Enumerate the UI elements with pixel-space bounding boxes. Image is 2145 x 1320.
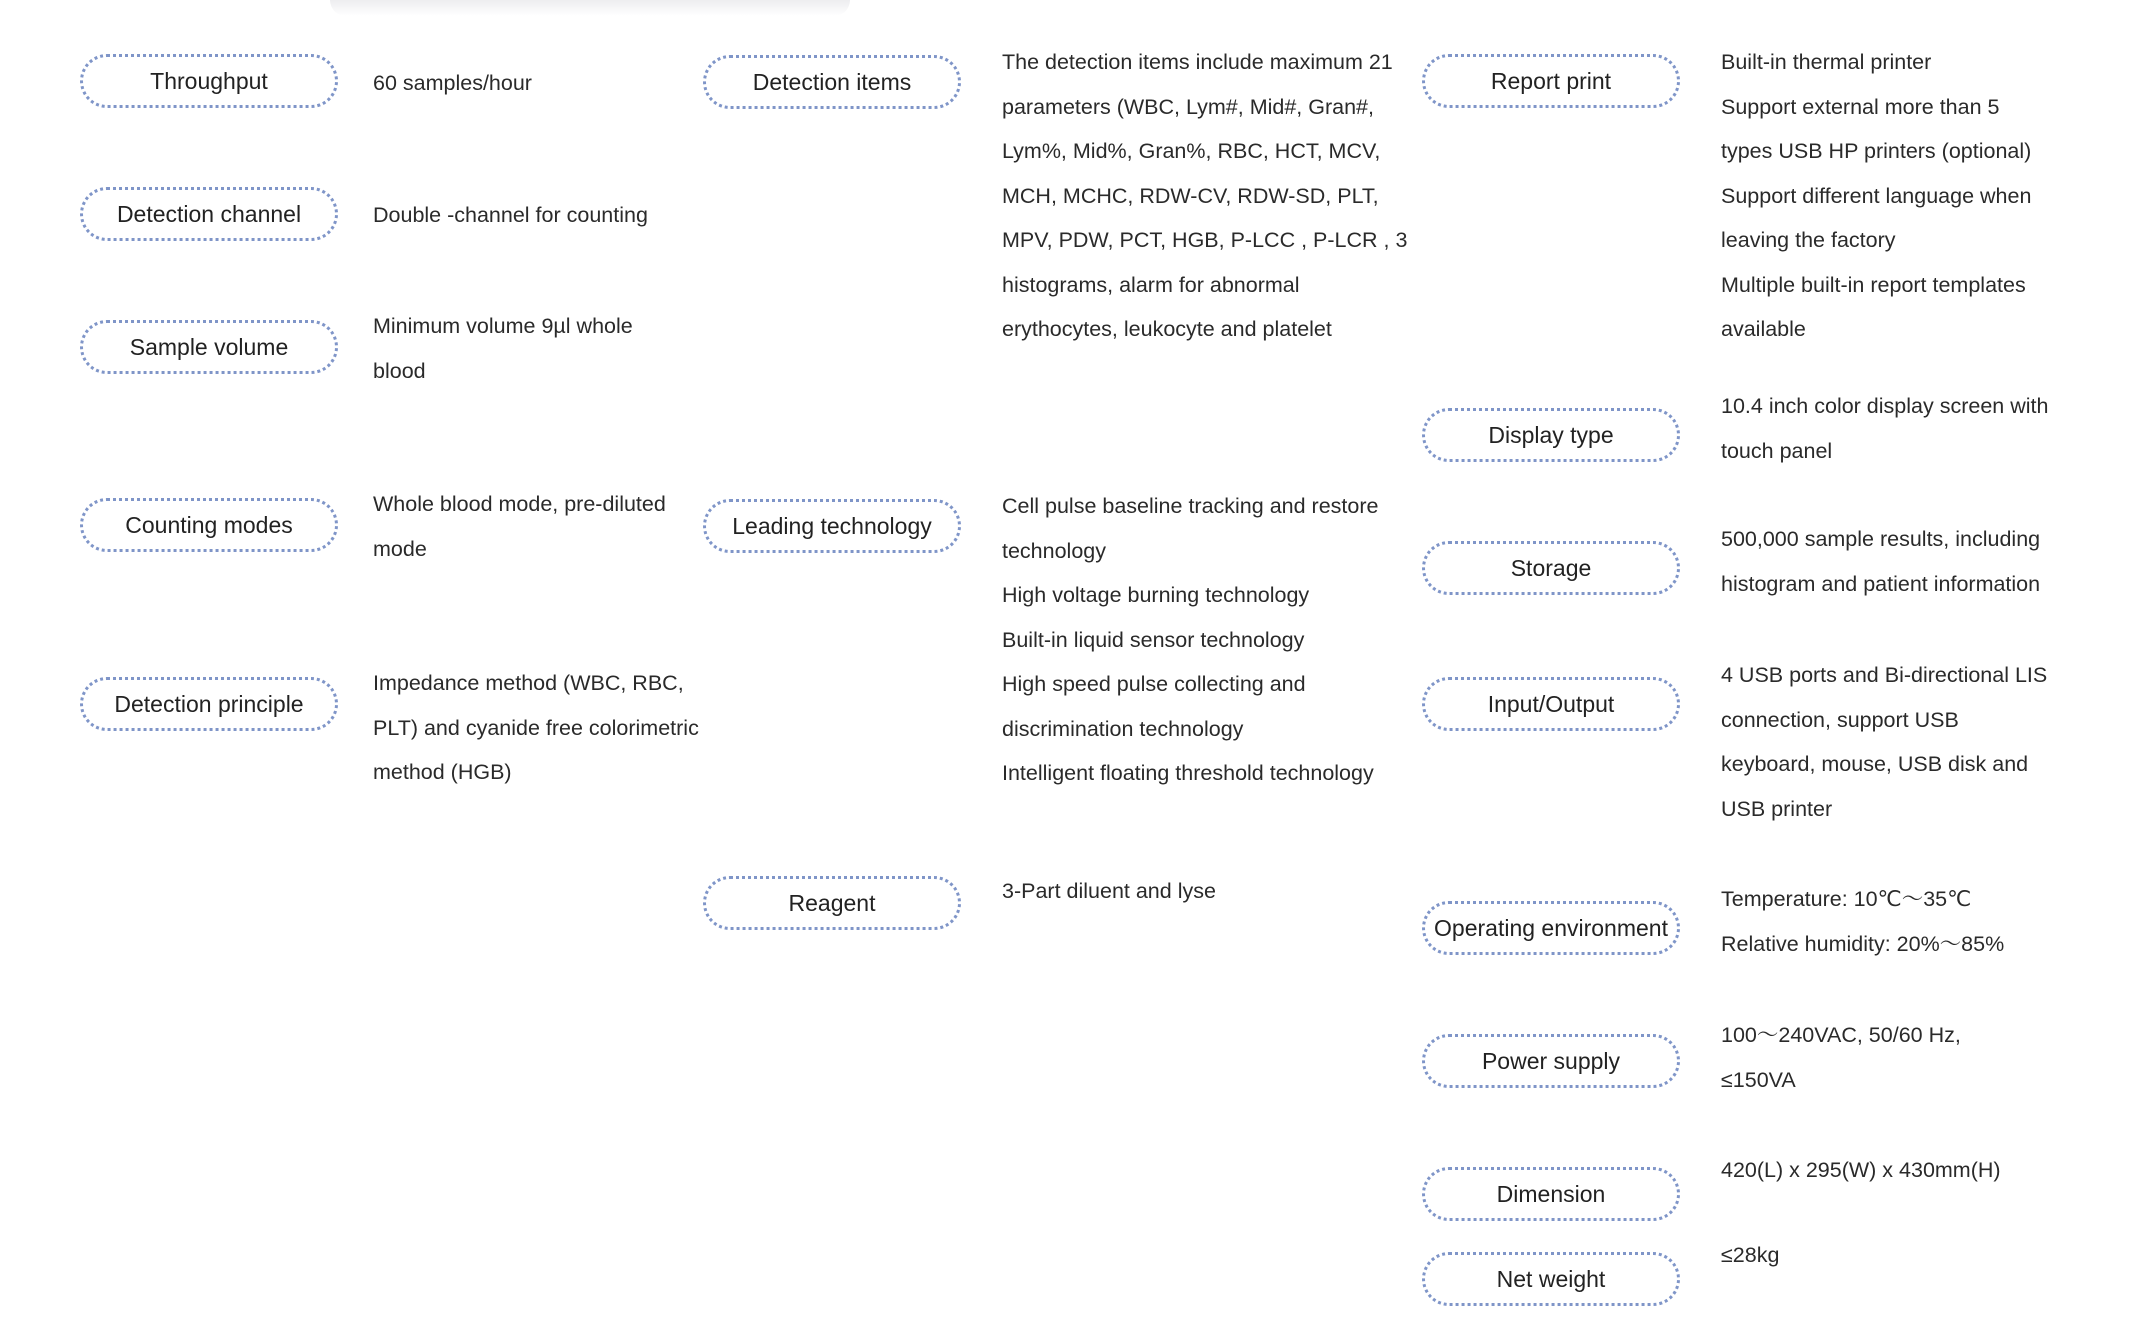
spec-line: Relative humidity: 20%～85% <box>1721 931 2005 956</box>
spec-label-display-type: Display type <box>1422 408 1680 462</box>
spec-label-operating-environment: Operating environment <box>1422 901 1680 955</box>
spec-value-detection-channel <box>373 193 648 238</box>
spec-value-net-weight <box>1721 1233 1779 1278</box>
spec-label-counting-modes: Counting modes <box>80 498 338 552</box>
spec-value-power-supply <box>1721 1013 1961 1102</box>
spec-line: MCH, MCHC, RDW-CV, RDW-SD, PLT, <box>1002 183 1379 208</box>
spec-line: Cell pulse baseline tracking and restore <box>1002 494 1379 518</box>
spec-line: Double -channel for counting <box>373 203 648 227</box>
spec-line: method (HGB) <box>373 760 512 784</box>
spec-line: Multiple built-in report templates <box>1721 272 2026 297</box>
spec-line: Lym%, Mid%, Gran%, RBC, HCT, MCV, <box>1002 139 1381 163</box>
spec-line: mode <box>373 536 427 561</box>
spec-line: discrimination technology <box>1002 716 1244 741</box>
spec-line: touch panel <box>1721 438 1833 463</box>
spec-label-leading-technology: Leading technology <box>703 499 961 553</box>
spec-line: 500,000 sample results, including <box>1721 527 2041 551</box>
spec-value-report-print <box>1721 40 2031 352</box>
spec-label-input-output: Input/Output <box>1422 677 1680 731</box>
spec-value-detection-items <box>1002 40 1407 352</box>
spec-line: 60 samples/hour <box>373 71 532 95</box>
spec-line: ≤150VA <box>1721 1067 1796 1092</box>
spec-line: connection, support USB <box>1721 707 1959 732</box>
spec-label-throughput: Throughput <box>80 54 338 108</box>
spec-line: PLT) and cyanide free colorimetric <box>373 715 699 740</box>
spec-label-dimension: Dimension <box>1422 1167 1680 1221</box>
spec-line: USB printer <box>1721 796 1833 821</box>
spec-line: erythocytes, leukocyte and platelet <box>1002 317 1332 341</box>
spec-line: Built-in thermal printer <box>1721 50 1932 74</box>
spec-label-net-weight: Net weight <box>1422 1252 1680 1306</box>
spec-label-storage: Storage <box>1422 541 1680 595</box>
spec-label-detection-items: Detection items <box>703 55 961 109</box>
spec-line: Impedance method (WBC, RBC, <box>373 671 684 695</box>
spec-value-operating-environment <box>1721 877 2004 966</box>
spec-line: Whole blood mode, pre-diluted <box>373 492 666 516</box>
spec-line: Intelligent floating threshold technology <box>1002 761 1374 785</box>
spec-line: Temperature: 10℃～35℃ <box>1721 887 1972 911</box>
spec-line: Support external more than 5 <box>1721 94 2000 119</box>
top-decoration <box>330 0 850 16</box>
spec-line: 420(L) x 295(W) x 430mm(H) <box>1721 1158 2001 1182</box>
spec-value-storage <box>1721 517 2040 606</box>
spec-label-detection-principle: Detection principle <box>80 677 338 731</box>
spec-line: 100～240VAC, 50/60 Hz, <box>1721 1023 1961 1047</box>
spec-line: blood <box>373 358 426 383</box>
spec-value-sample-volume <box>373 304 633 393</box>
spec-value-dimension <box>1721 1148 2001 1193</box>
spec-line: MPV, PDW, PCT, HGB, P-LCC , P-LCR , 3 <box>1002 228 1408 252</box>
spec-line: technology <box>1002 538 1106 563</box>
spec-label-detection-channel: Detection channel <box>80 187 338 241</box>
spec-value-input-output <box>1721 653 2047 831</box>
spec-value-detection-principle <box>373 661 699 795</box>
spec-line: available <box>1721 317 1806 341</box>
spec-value-display-type <box>1721 384 2048 473</box>
spec-line: 10.4 inch color display screen with <box>1721 394 2049 418</box>
spec-label-reagent: Reagent <box>703 876 961 930</box>
spec-value-counting-modes <box>373 482 666 571</box>
spec-line: Built-in liquid sensor technology <box>1002 627 1305 652</box>
spec-line: Support different language when <box>1721 183 2032 208</box>
spec-line: High voltage burning technology <box>1002 583 1310 607</box>
spec-line: types USB HP printers (optional) <box>1721 139 2032 163</box>
spec-line: 4 USB ports and Bi-directional LIS <box>1721 663 2048 687</box>
spec-line: High speed pulse collecting and <box>1002 672 1306 696</box>
spec-label-sample-volume: Sample volume <box>80 320 338 374</box>
spec-value-reagent <box>1002 869 1216 914</box>
spec-line: Minimum volume 9µl whole <box>373 314 633 338</box>
spec-label-report-print: Report print <box>1422 54 1680 108</box>
spec-line: histograms, alarm for abnormal <box>1002 272 1300 297</box>
spec-line: parameters (WBC, Lym#, Mid#, Gran#, <box>1002 94 1374 119</box>
spec-value-leading-technology <box>1002 484 1378 796</box>
spec-line: The detection items include maximum 21 <box>1002 50 1393 74</box>
spec-line: leaving the factory <box>1721 228 1896 252</box>
spec-line: ≤28kg <box>1721 1243 1780 1267</box>
spec-line: keyboard, mouse, USB disk and <box>1721 752 2029 776</box>
spec-value-throughput <box>373 61 532 106</box>
spec-line: histogram and patient information <box>1721 571 2041 596</box>
spec-line: 3-Part diluent and lyse <box>1002 879 1216 903</box>
spec-label-power-supply: Power supply <box>1422 1034 1680 1088</box>
